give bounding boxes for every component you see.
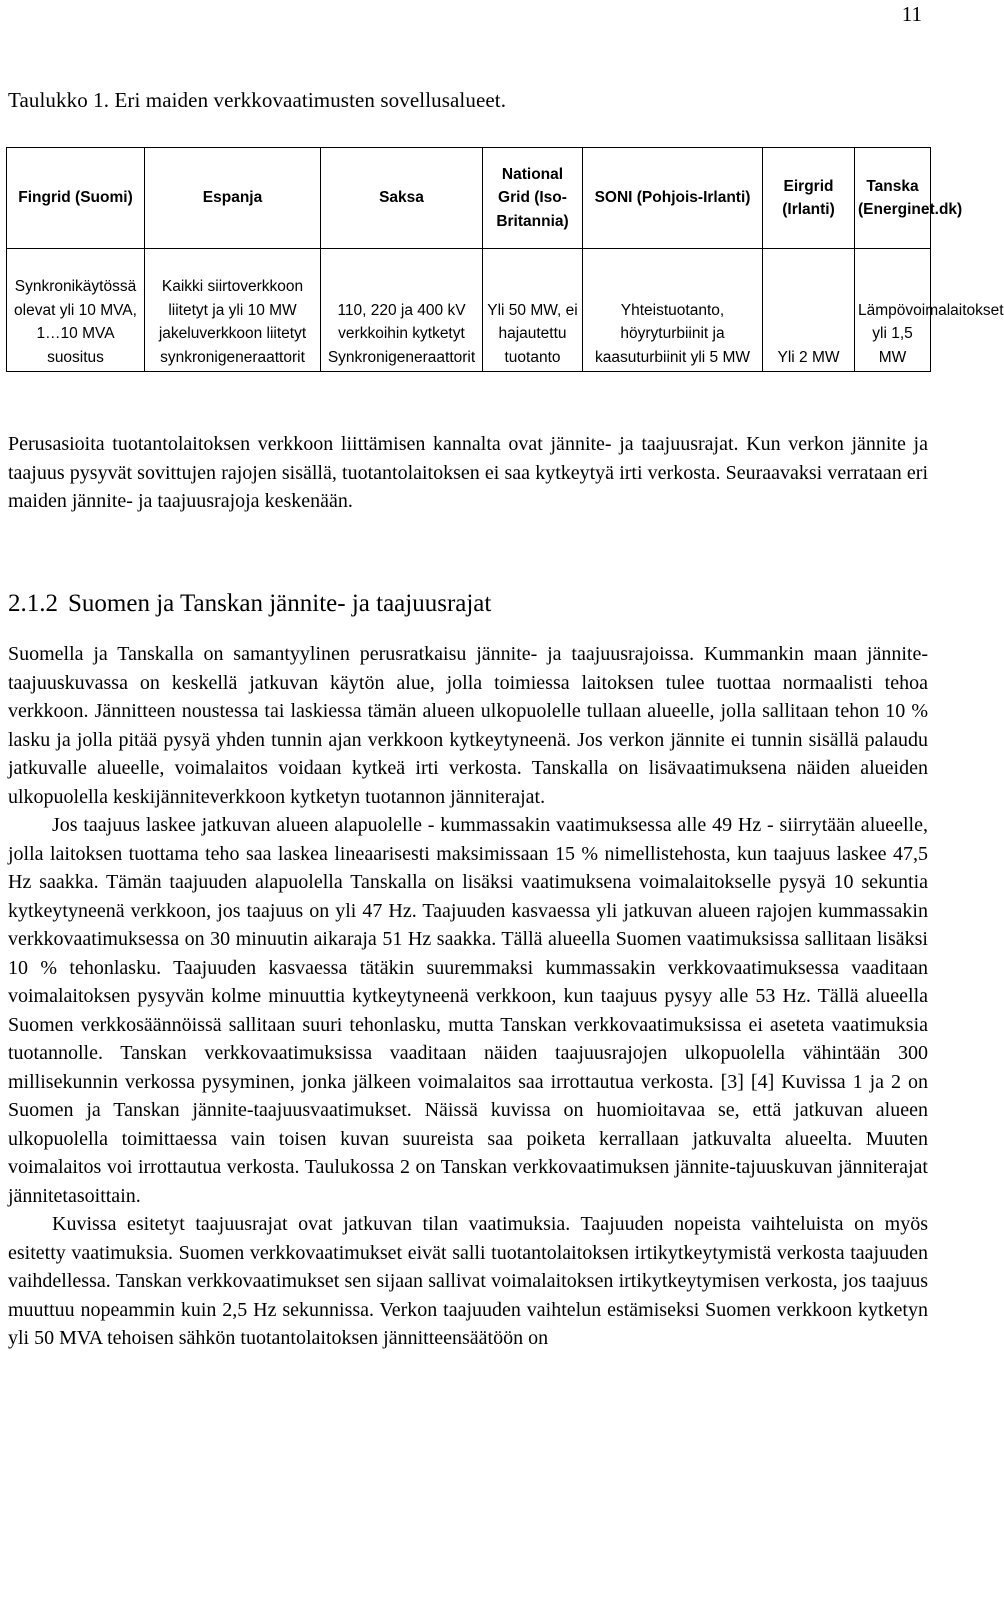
header-soni: SONI (Pohjois-Irlanti) (583, 148, 763, 249)
header-national-grid: National Grid (Iso-Britannia) (483, 148, 583, 249)
header-tanska: Tanska (Energinet.dk) (855, 148, 931, 249)
table-caption: Taulukko 1. Eri maiden verkkovaatimusten sovellusalueet. (8, 88, 507, 112)
cell-tanska: Lämpövoimalaitokset yli 1,5 MW (855, 249, 931, 372)
header-saksa: Saksa (321, 148, 483, 249)
header-eirgrid: Eirgrid (Irlanti) (763, 148, 855, 249)
grid-requirements-table (6, 147, 1004, 372)
table-header-row (7, 148, 931, 249)
cell-soni: Yhteistuotanto, höyryturbiinit ja kaasuturbiinit yli 5 MW (583, 249, 763, 372)
cell-eirgrid: Yli 2 MW (763, 249, 855, 372)
section-title: Suomen ja Tanskan jännite- ja taajuusrajat (68, 590, 492, 617)
table-row (7, 249, 931, 372)
paragraph: Jos taajuus laskee jatkuvan alueen alapuolelle - kummassakin vaatimuksessa alle 49 Hz - siirrytään alueelle, jolla laitoksen tuottama teho saa laskea lineaarisesti maksimissaan 15 % nimellistehosta, kun taajuus laskee 47,5 Hz saakka. Tämän taajuuden alapuolella Tanskalla on lisäksi vaatimuksena voimalaitokselle pysyä 10 sekuntia kytkeytyneenä verkkoon, jos taajuus on yli 47 Hz. Taajuuden kasvaessa yli jatkuvan alueen rajojen kummassakin verkkovaatimuksessa on 30 minuutin aikaraja 51 Hz saakka. Tällä alueella Suomen vaatimuksissa sallitaan lisäksi 10 % tehonlasku. Taajuuden kasvaessa tätäkin suuremmaksi kummassakin verkkovaatimuksessa vaaditaan voimalaitoksen pysyvän kolme minuuttia kytkeytyneenä verkkoon, kun taajuus pysyy alle 53 Hz. Tällä alueella Suomen verkkosäännöissä sallitaan suuri tehonlasku, mutta Tanskan verkkovaatimuksissa ei aseteta vaatimuksia tuotannolle. Tanskan verkkovaatimuksissa vaaditaan näiden taajuusrajojen ulkopuolella vähintään 300 millisekunnin verkossa pysyminen, jonka jälkeen voimalaitos saa irrottautua verkosta. [3] [4] Kuvissa 1 ja 2 on Suomen ja Tanskan jännite-taajuusvaatimukset. Näissä kuvissa on huomioitavaa se, että jatkuvan alueen ulkopuolella toimittaessa vain toisen kuvan suureista saa poiketa kerrallaan jatkuvalta alueelta. Muuten voimalaitos voi irrottautua verkosta. Taulukossa 2 on Tanskan verkkovaatimuksen jännite-tajuuskuvan jänniterajat jännitetasoittain. (8, 814, 928, 1207)
header-fingrid: Fingrid (Suomi) (7, 148, 145, 249)
section-body (8, 640, 928, 1353)
cell-espanja: Kaikki siirtoverkkoon liitetyt ja yli 10 MW jakeluverkkoon liitetyt synkronigeneraattorit (145, 249, 321, 372)
intro-text: Perusasioita tuotantolaitoksen verkkoon liittämisen kannalta ovat jännite- ja taajuusrajat. Kun verkon jännite ja taajuus pysyvät sovittujen rajojen sisällä, tuotantolaitoksen ei saa kytkeytyä irti verkosta. Seuraavaksi verrataan eri maiden jännite- ja taajuusrajoja keskenään. (8, 433, 928, 512)
cell-saksa: 110, 220 ja 400 kV verkkoihin kytketyt Synkronigeneraattorit (321, 249, 483, 372)
paragraph: Suomella ja Tanskalla on samantyylinen perusratkaisu jännite- ja taajuusrajoissa. Kummankin maan jännite-taajuuskuvassa on keskellä jatkuvan käytön alue, jolla toimiessa laitoksen tulee tuottaa normaalisti tehoa verkkoon. Jännitteen noustessa tai laskiessa tämän alueen ulkopuolelle tullaan alueelle, jolla sallitaan tehon 10 % lasku ja jolla pitää pysyä yhden tunnin ajan verkkoon kytkeytyneenä. Jos verkon jännite ei tunnin sisällä palaudu jatkuvalle alueelle, voimalaitos voidaan kytkeä irti verkosta. Tanskalla on lisävaatimuksena näiden alueiden ulkopuolella keskijänniteverkkoon kytketyn tuotannon jänniterajat. (8, 643, 928, 808)
cell-national-grid: Yli 50 MW, ei hajautettu tuotanto (483, 249, 583, 372)
header-espanja: Espanja (145, 148, 321, 249)
cell-fingrid: Synkronikäytössä olevat yli 10 MVA, 1…10 MVA suositus (7, 249, 145, 372)
page-number: 11 (901, 2, 922, 26)
section-heading (8, 590, 491, 618)
intro-paragraph (8, 430, 928, 516)
section-number: 2.1.2 (8, 590, 58, 617)
paragraph: Kuvissa esitetyt taajuusrajat ovat jatkuvan tilan vaatimuksia. Taajuuden nopeista vaihteluista on myös esitetty vaatimuksia. Suomen verkkovaatimukset eivät salli tuotantolaitoksen irtikytkeytymistä verkosta taajuuden vaihdellessa. Tanskan verkkovaatimukset sen sijaan sallivat voimalaitoksen irtikytkeytymisen verkosta, jos taajuus muuttuu nopeammin kuin 2,5 Hz sekunnissa. Verkon taajuuden vaihtelun estämiseksi Suomen verkkoon kytketyn yli 50 MVA tehoisen sähkön tuotantolaitoksen jännitteensäätöön on (8, 1213, 928, 1349)
